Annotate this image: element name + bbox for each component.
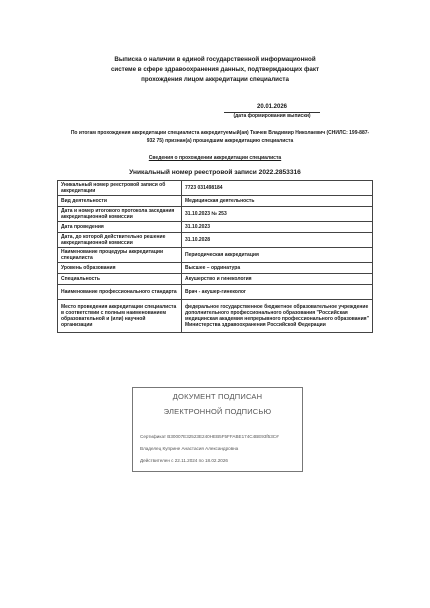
row-value: Врач - акушер-гинеколог: [182, 285, 373, 300]
row-label: Дата, до которой действительно решение аккредитационной комиссии: [58, 233, 182, 248]
row-value: Высшее – ординатура: [182, 263, 373, 274]
row-label: Вид деятельности: [58, 196, 182, 207]
row-value: Акушерство и гинекология: [182, 274, 373, 285]
row-value: 7723 031498184: [182, 181, 373, 196]
stamp-validity: Действителен с 22.11.2024 по 18.02.2026: [140, 458, 228, 463]
stamp-certificate: Сертификат B30007E32523E240HEB5F5FFABE174C4BE93f53C#: [140, 434, 279, 439]
issue-date-block: [224, 104, 320, 120]
document-title: [60, 55, 370, 85]
section-heading: Сведения о прохождении аккредитации специалиста: [148, 155, 282, 161]
electronic-signature-stamp: [132, 387, 303, 472]
intro-line: 932 75) признан(а) прошедшим аккредитацию специалиста: [146, 138, 294, 144]
row-label: Наименование процедуры аккредитации специалиста: [58, 248, 182, 263]
row-value: 31.10.2023 № 253: [182, 207, 373, 222]
row-label: Уникальный номер реестровой записи об аккредитации: [58, 181, 182, 196]
row-value: 31.10.2023: [182, 222, 373, 233]
table-row: [58, 248, 373, 263]
table-row: [58, 285, 373, 300]
accreditation-table: [57, 180, 373, 333]
table-row: [58, 222, 373, 233]
intro-paragraph: [52, 129, 388, 145]
intro-line: По итогам прохождения аккредитации специалиста аккредитуемый(ая) Ткачев Владимир Николаевич (СНИЛС: 199-887-: [70, 130, 370, 136]
table-row: [58, 181, 373, 196]
table-row: [58, 207, 373, 222]
row-label: Дата и номер итогового протокола заседания аккредитационной комиссии: [58, 207, 182, 222]
table-row: [58, 274, 373, 285]
row-value: Периодическая аккредитация: [182, 248, 373, 263]
row-value: 31.10.2028: [182, 233, 373, 248]
row-label: Дата проведения: [58, 222, 182, 233]
stamp-subtitle: ЭЛЕКТРОННОЙ ПОДПИСЬЮ: [163, 407, 272, 416]
table-row: [58, 196, 373, 207]
row-label: Место проведения аккредитации специалиста в соответствии с полным наименованием образовательной и (или) научной организации: [58, 300, 182, 333]
row-label: Уровень образования: [58, 263, 182, 274]
table-row: [58, 233, 373, 248]
issue-date-caption: (дата формирования выписки): [233, 113, 311, 119]
table-row: [58, 263, 373, 274]
stamp-owner: Владелец Куприне Анастасия Александровна: [140, 446, 239, 451]
row-value: федеральное государственное бюджетное образовательное учреждение дополнительного профессионального образования "Российская медицинская академия непрерывного профессионального образования" Министерства здравоохранения Российской Федерации: [182, 300, 373, 333]
table-row: [58, 300, 373, 333]
issue-date: 20.01.2026: [256, 104, 288, 110]
row-label: Специальность: [58, 274, 182, 285]
stamp-title: ДОКУМЕНТ ПОДПИСАН: [172, 392, 263, 401]
title-line: Выписка о наличии в единой государственной информационной: [114, 56, 316, 63]
title-line: прохождения лицом аккредитации специалиста: [141, 76, 289, 83]
row-label: Наименование профессионального стандарта: [58, 285, 182, 300]
title-line: системе в сфере здравоохранения данных, подтверждающих факт: [110, 66, 320, 73]
registry-number-heading: Уникальный номер реестровой записи 2022.2853316: [129, 169, 301, 176]
row-value: Медицинская деятельность: [182, 196, 373, 207]
